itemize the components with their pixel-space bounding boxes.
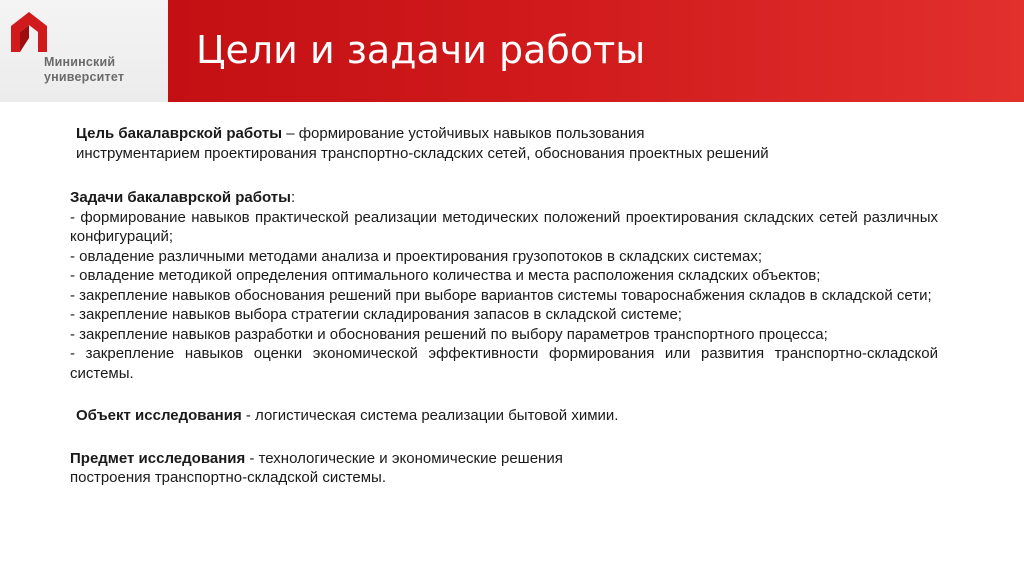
task-item: - закрепление навыков выбора стратегии складирования запасов в складской системе; [70,306,682,323]
task-item: - закрепление навыков разработки и обоснования решений по выбору параметров транспортного процесса; [70,325,828,343]
task-item: - закрепление навыков обоснования решений при выборе вариантов системы товароснабжения складов в складской сети; [70,286,932,304]
goal-text-1: – формирование устойчивых навыков пользования [282,125,645,142]
university-name [44,55,124,85]
subject-label: Предмет исследования [70,449,246,467]
task-item: - формирование навыков практической реализации методических положений проектирования складских сетей различных конфигураций; [70,208,938,245]
object-section [76,406,938,426]
logo-line-2: университет [44,70,125,84]
logo-panel [0,0,168,102]
subject-line-1 [70,449,938,469]
task-item: - закрепление навыков оценки экономической эффективности формирования или развития транспортно-складской системы. [70,345,938,382]
goal-line-1 [76,124,938,144]
slide-content [70,124,938,488]
tasks-colon: : [290,189,296,206]
tasks-heading [70,188,938,208]
subject-text-1: - технологические и экономические решения [245,449,563,467]
title-banner [168,0,1024,102]
task-item: - овладение различными методами анализа и проектирования грузопотоков в складских системах; [70,247,763,265]
university-logo-icon [7,8,51,56]
logo-line-1: Мининский [44,55,116,69]
goal-text-2: инструментарием проектирования транспортно-складских сетей, обоснования проектных решений [76,144,769,162]
task-item: - овладение методикой определения оптимального количества и места расположения складских объектов; [70,267,821,284]
object-text: - логистическая система реализации бытовой химии. [241,407,619,424]
tasks-label: Задачи бакалаврской работы [70,189,291,206]
goal-label: Цель бакалаврской работы [76,125,283,142]
subject-text-2: построения транспортно-складской системы. [70,469,387,486]
object-label: Объект исследования [76,407,242,424]
slide-title: Цели и задачи работы [196,28,646,72]
subject-section [70,449,938,488]
goal-section [76,124,938,163]
tasks-section [70,188,938,383]
